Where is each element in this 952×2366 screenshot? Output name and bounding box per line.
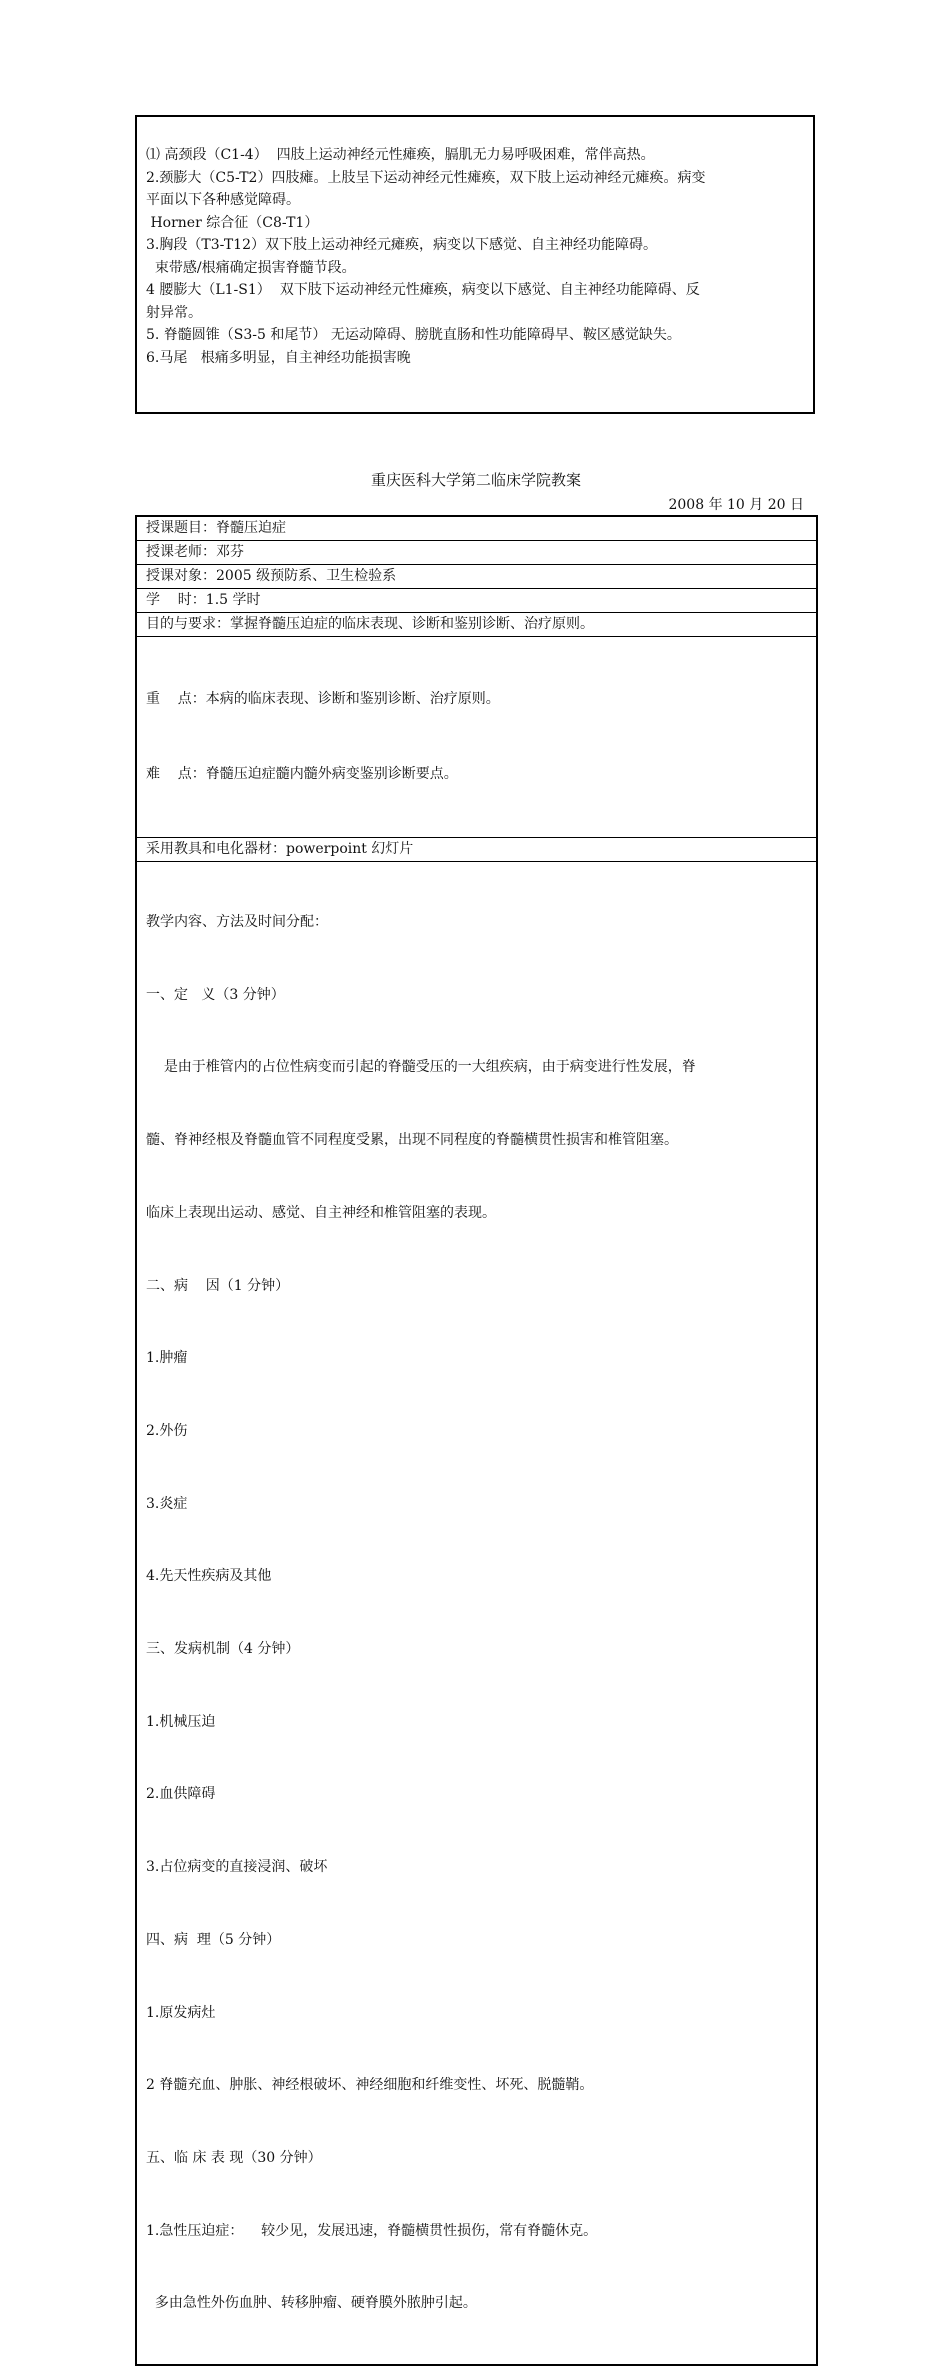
table-row — [136, 862, 817, 2366]
content-line: 1.原发病灶 — [146, 2004, 216, 2021]
content-line: 二、病 因（1 分钟） — [146, 1277, 290, 1294]
topic-cell: 授课题目：脊髓压迫症 — [136, 516, 817, 541]
content-line: 1.急性压迫症： 较少见，发展迅速，脊髓横贯性损伤，常有脊髓休克。 — [146, 2222, 598, 2239]
content-line: 4.先天性疾病及其他 — [146, 1568, 272, 1585]
table-row — [136, 838, 817, 862]
text-line: 6.马尾 根痛多明显，自主神经功能损害晚 — [146, 349, 411, 366]
text-line: 3.胸段（T3-T12）双下肢上运动神经元瘫痪，病变以下感觉、自主神经功能障碍。 — [146, 237, 657, 253]
document-title: 重庆医科大学第二临床学院教案 — [370, 471, 581, 489]
audience-cell: 授课对象：2005 级预防系、卫生检验系 — [136, 565, 817, 589]
content-line: 3.炎症 — [146, 1495, 188, 1512]
text-line: Horner 综合征（C8-T1） — [146, 214, 319, 231]
content-line: 五、临 床 表 现（30 分钟） — [146, 2149, 322, 2166]
content-line: 2.血供障碍 — [146, 1786, 216, 1803]
content-line: 教学内容、方法及时间分配： — [146, 914, 328, 930]
content-line: 1.机械压迫 — [146, 1713, 216, 1730]
teacher-cell: 授课老师：邓芬 — [136, 541, 817, 565]
teaching-content-cell — [136, 862, 817, 2366]
text-line: 束带感/根痛确定损害脊髓节段。 — [146, 259, 356, 276]
content-line: 2.外伤 — [146, 1422, 188, 1439]
content-line: 多由急性外伤血肿、转移肿瘤、硬脊膜外脓肿引起。 — [146, 2295, 477, 2312]
text-line: ⑴ 高颈段（C1-4） 四肢上运动神经元性瘫痪，膈肌无力易呼吸困难，常伴高热。 — [146, 147, 655, 163]
text-line: 5. 脊髓圆锥（S3-5 和尾节） 无运动障碍、膀胱直肠和性功能障碍早、鞍区感觉缺失。 — [146, 327, 681, 343]
content-line: 四、病 理（5 分钟） — [146, 1931, 281, 1948]
text-line: 射异常。 — [146, 304, 202, 321]
content-line: 临床上表现出运动、感觉、自主神经和椎管阻塞的表现。 — [146, 1204, 496, 1221]
text-line: 2.颈膨大（C5-T2）四肢瘫。上肢呈下运动神经元性瘫痪，双下肢上运动神经元瘫痪。病变 — [146, 169, 706, 186]
content-line: 2 脊髓充血、肿胀、神经根破坏、神经细胞和纤维变性、坏死、脱髓鞘。 — [146, 2077, 594, 2094]
table-row — [136, 541, 817, 565]
content-line: 1.肿瘤 — [146, 1350, 188, 1367]
table-row — [136, 565, 817, 589]
table-row — [136, 589, 817, 613]
content-line: 三、发病机制（4 分钟） — [146, 1641, 300, 1658]
key-points-cell — [136, 637, 817, 838]
content-line: 一、定 义（3 分钟） — [146, 986, 285, 1003]
key-point-line: 重 点：本病的临床表现、诊断和鉴别诊断、治疗原则。 — [146, 691, 500, 707]
table-row — [136, 613, 817, 637]
continuation-box — [135, 115, 815, 414]
content-line: 髓、脊神经根及脊髓血管不同程度受累，出现不同程度的脊髓横贯性损害和椎管阻塞。 — [146, 1132, 678, 1149]
objectives-cell: 目的与要求：掌握脊髓压迫症的临床表现、诊断和鉴别诊断、治疗原则。 — [136, 613, 817, 637]
difficult-point-line: 难 点：脊髓压迫症髓内髓外病变鉴别诊断要点。 — [146, 766, 458, 782]
content-line: 3.占位病变的直接浸润、破坏 — [146, 1859, 328, 1876]
lesson-plan-table — [135, 515, 818, 2366]
text-line: 平面以下各种感觉障碍。 — [146, 192, 300, 208]
content-line: 是由于椎管内的占位性病变而引起的脊髓受压的一大组疾病，由于病变进行性发展，脊 — [146, 1059, 696, 1076]
table-row — [136, 637, 817, 838]
equipment-cell: 采用教具和电化器材：powerpoint 幻灯片 — [136, 838, 817, 862]
document-date: 2008 年 10 月 20 日 — [668, 497, 804, 513]
text-line: 4 腰膨大（L1-S1） 双下肢下运动神经元性瘫痪，病变以下感觉、自主神经功能障碍、反 — [146, 282, 700, 298]
table-row — [136, 516, 817, 541]
hours-cell: 学 时：1.5 学时 — [136, 589, 817, 613]
